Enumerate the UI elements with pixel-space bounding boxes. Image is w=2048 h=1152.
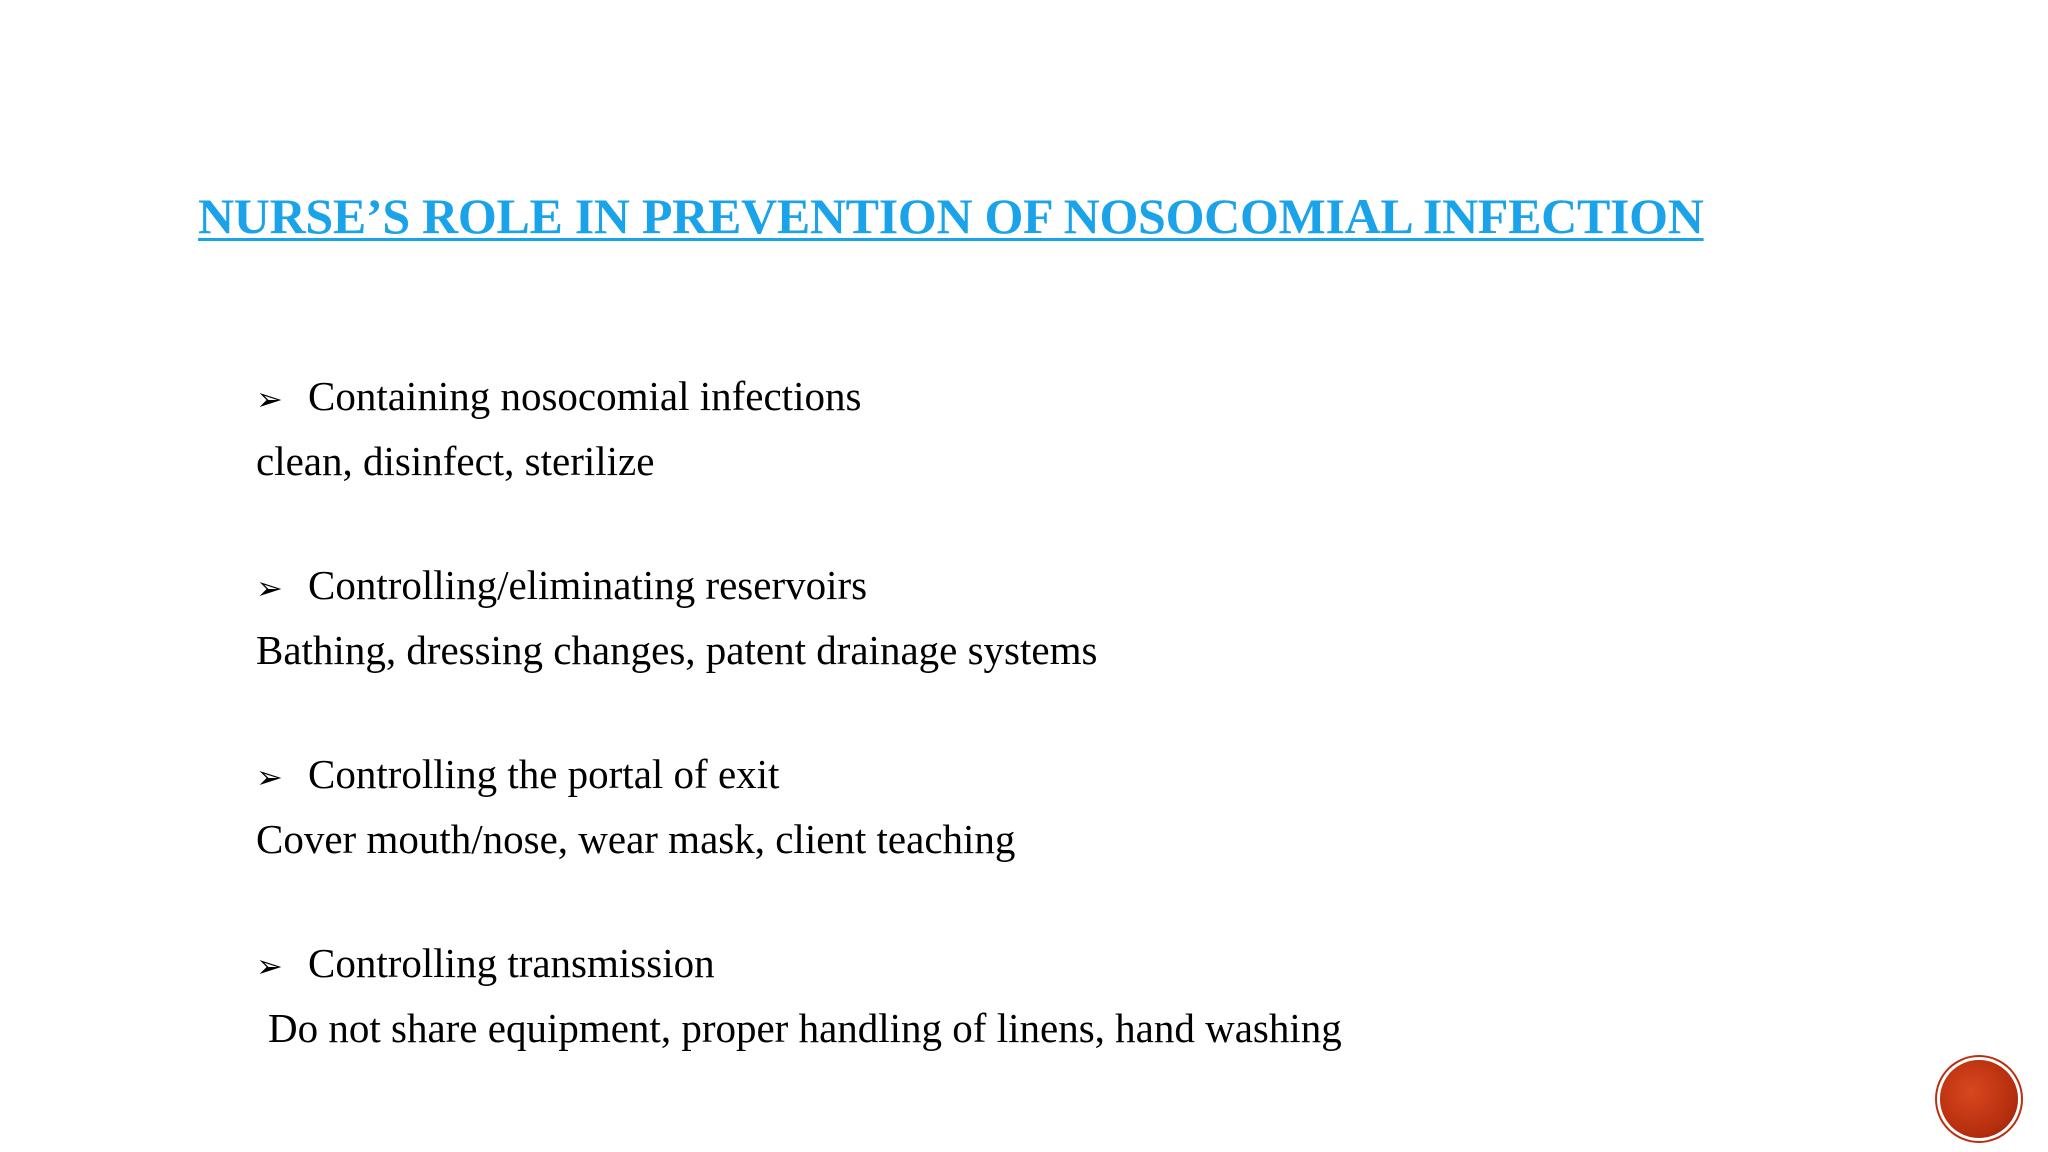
arrow-bullet-icon: ➢ bbox=[256, 380, 283, 418]
list-item bbox=[256, 554, 1756, 681]
item-detail: clean, disinfect, sterilize bbox=[256, 438, 655, 484]
list-item bbox=[256, 932, 1756, 1059]
arrow-bullet-icon: ➢ bbox=[256, 569, 283, 607]
arrow-bullet-icon: ➢ bbox=[256, 947, 283, 985]
item-heading bbox=[256, 365, 1756, 430]
bullet-list bbox=[256, 365, 1756, 1121]
item-heading-text: Containing nosocomial infections bbox=[308, 373, 862, 419]
item-heading-text: Controlling the portal of exit bbox=[308, 751, 780, 797]
item-heading-text: Controlling/eliminating reservoirs bbox=[308, 562, 868, 608]
list-item bbox=[256, 743, 1756, 870]
list-item bbox=[256, 365, 1756, 492]
item-detail: Bathing, dressing changes, patent drainage systems bbox=[256, 627, 1098, 673]
slide-nav-badge-icon[interactable] bbox=[1940, 1060, 2018, 1138]
item-heading bbox=[256, 554, 1756, 619]
item-detail: Do not share equipment, proper handling of linens, hand washing bbox=[268, 1005, 1342, 1051]
item-heading bbox=[256, 932, 1756, 997]
slide-title: NURSE’S ROLE IN PREVENTION OF NOSOCOMIAL INFECTION bbox=[198, 188, 1704, 244]
item-detail: Cover mouth/nose, wear mask, client teaching bbox=[256, 816, 1016, 862]
item-heading-text: Controlling transmission bbox=[308, 940, 715, 986]
arrow-bullet-icon: ➢ bbox=[256, 758, 283, 796]
item-heading bbox=[256, 743, 1756, 808]
